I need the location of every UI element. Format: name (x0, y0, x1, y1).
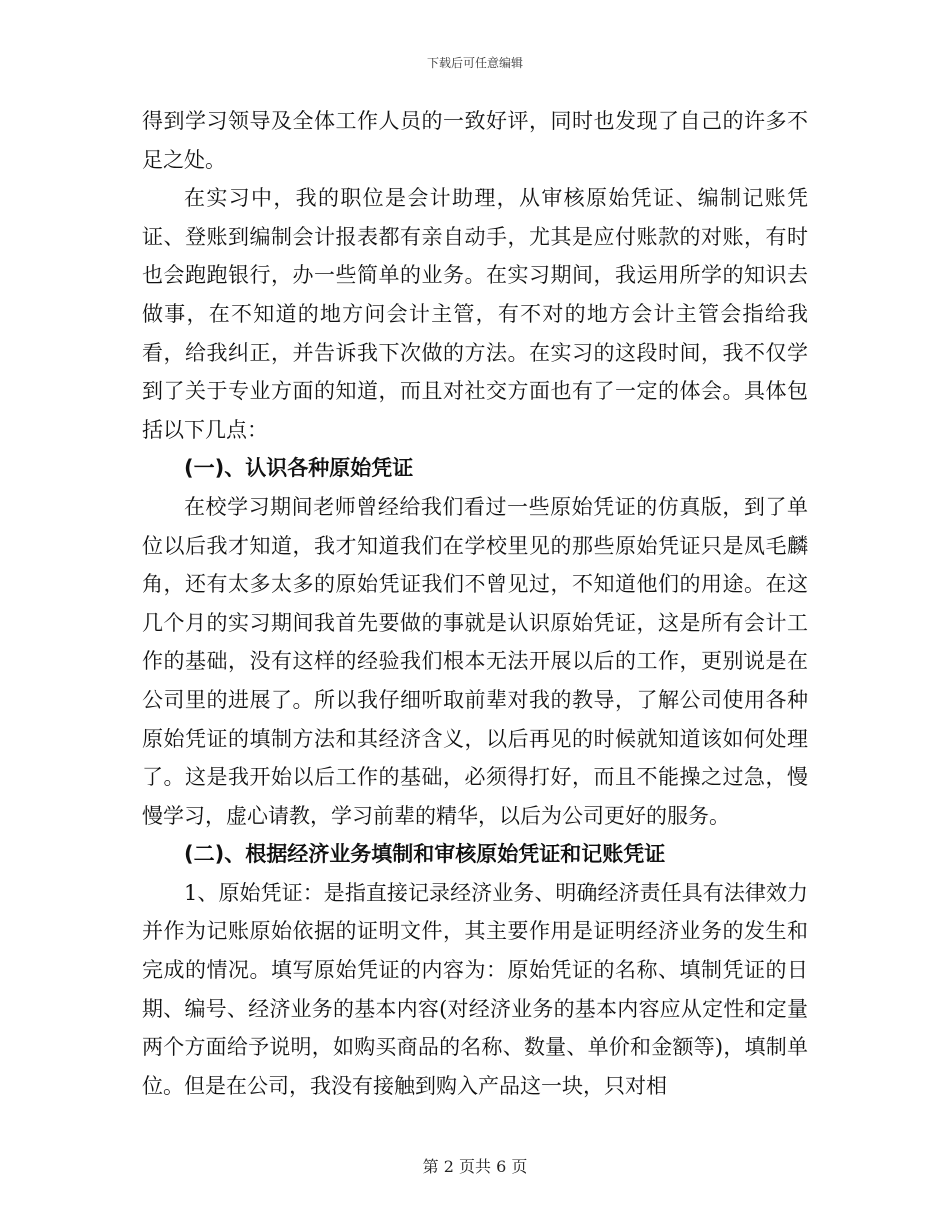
page-header: 下载后可任意编辑 (426, 56, 523, 70)
page-footer: 第 2 页共 6 页 (422, 1157, 528, 1176)
paragraph-internship-role: 在实习中，我的职位是会计助理，从审核原始凭证、编制记账凭证、登账到编制会计报表都有亲自动手，尤其是应付账款的对账，有时也会跑跑银行，办一些简单的业务。在实习期间，我运用所学的知识去做事，在不知道的地方问会计主管，有不对的地方会计主管会指给我看，给我纠正，并告诉我下次做的方法。在实习的这段时间，我不仅学到了关于专业方面的知道，而且对社交方面也有了一定的体会。具体包括以下几点： (142, 186, 808, 442)
paragraph-original-vouchers: 在校学习期间老师曾经给我们看过一些原始凭证的仿真版，到了单位以后我才知道，我才知道我们在学校里见的那些原始凭证只是凤毛麟角，还有太多太多的原始凭证我们不曾见过，不知道他们的用途。在这几个月的实习期间我首先要做的事就是认识原始凭证，这是所有会计工作的基础，没有这样的经验我们根本无法开展以后的工作，更别说是在公司里的进展了。所以我仔细听取前辈对我的教导，了解公司使用各种原始凭证的填制方法和其经济含义，以后再见的时候就知道该如何处理了。这是我开始以后工作的基础，必须得打好，而且不能操之过急，慢慢学习，虚心请教，学习前辈的精华，以后为公司更好的服务。 (142, 494, 808, 828)
paragraph-voucher-definition: 1、原始凭证：是指直接记录经济业务、明确经济责任具有法律效力并作为记账原始依据的证明文件，其主要作用是证明经济业务的发生和完成的情况。填写原始凭证的内容为：原始凭证的名称、填制凭证的日期、编号、经济业务的基本内容(对经济业务的基本内容应从定性和定量两个方面给予说明，如购买商品的名称、数量、单价和金额等)，填制单位。但是在公司，我没有接触到购入产品这一块，只对相 (142, 880, 808, 1098)
section-heading-2: (二)、根据经济业务填制和审核原始凭证和记账凭证 (184, 842, 666, 867)
document-body (142, 102, 808, 1105)
section-heading-1: (一)、认识各种原始凭证 (184, 456, 414, 481)
paragraph-continuation: 得到学习领导及全体工作人员的一致好评，同时也发现了自己的许多不足之处。 (142, 109, 808, 172)
